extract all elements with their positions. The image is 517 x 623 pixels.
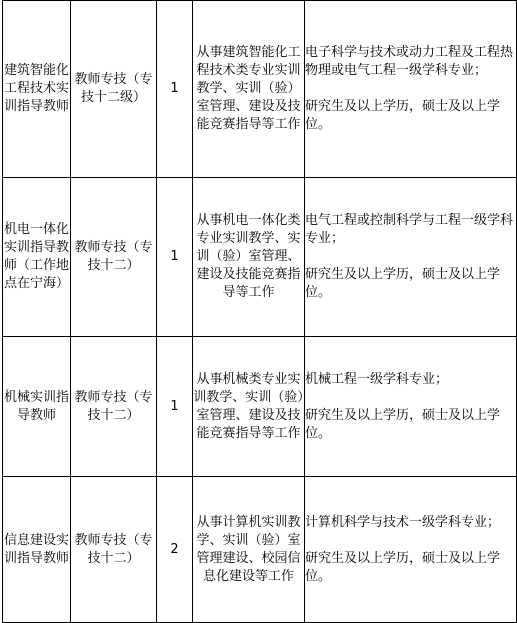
requirements-cell	[305, 178, 517, 337]
requirements-cell	[305, 477, 517, 623]
major-requirement: 机械工程一级学科专业；	[305, 371, 449, 387]
requirements-cell	[305, 337, 517, 477]
major-requirement: 电子科学与技术或动力工程及工程热物理或电气工程一级学科专业；	[305, 45, 514, 78]
headcount-cell: 1	[157, 337, 193, 477]
position-name-cell: 机械实训指导教师	[3, 337, 71, 477]
degree-requirement: 研究生及以上学历，硕士及以上学位。	[305, 550, 501, 584]
degree-requirement: 研究生及以上学历，硕士及以上学位。	[305, 407, 501, 441]
position-name-cell: 信息建设实训指导教师	[3, 477, 71, 623]
headcount-cell: 1	[157, 178, 193, 337]
position-level-cell: 教师专技（专技十二）	[71, 337, 157, 477]
duty-cell: 从事机电一体化类专业实训教学、实训（验）室管理、建设及技能竞赛指导等工作	[193, 178, 305, 337]
major-requirement: 计算机科学与技术一级学科专业；	[305, 514, 501, 530]
table-row	[3, 1, 517, 178]
table-row	[3, 178, 517, 337]
duty-cell: 从事建筑智能化工程技术类专业实训教学、实训（验）室管理、建设及技能竞赛指导等工作	[193, 1, 305, 178]
recruitment-table	[2, 0, 517, 623]
table-row	[3, 337, 517, 477]
major-requirement: 电气工程或控制科学与工程一级学科专业；	[305, 213, 514, 246]
position-level-cell: 教师专技（专技十二级）	[71, 1, 157, 178]
table-row	[3, 477, 517, 623]
position-level-cell: 教师专技（专技十二）	[71, 477, 157, 623]
duty-cell: 从事机械类专业实训教学、实训（验）室管理、建设及技能竞赛指导等工作	[193, 337, 305, 477]
requirements-cell	[305, 1, 517, 178]
position-level-cell: 教师专技（专技十二）	[71, 178, 157, 337]
headcount-cell: 2	[157, 477, 193, 623]
degree-requirement: 研究生及以上学历，硕士及以上学位。	[305, 99, 501, 132]
position-name-cell: 机电一体化实训指导教师（工作地点在宁海）	[3, 178, 71, 337]
degree-requirement: 研究生及以上学历，硕士及以上学位。	[305, 267, 501, 300]
duty-cell: 从事计算机实训教学、实训（验）室管理建设、校园信息化建设等工作	[193, 477, 305, 623]
headcount-cell: 1	[157, 1, 193, 178]
position-name-cell: 建筑智能化工程技术实训指导教师	[3, 1, 71, 178]
